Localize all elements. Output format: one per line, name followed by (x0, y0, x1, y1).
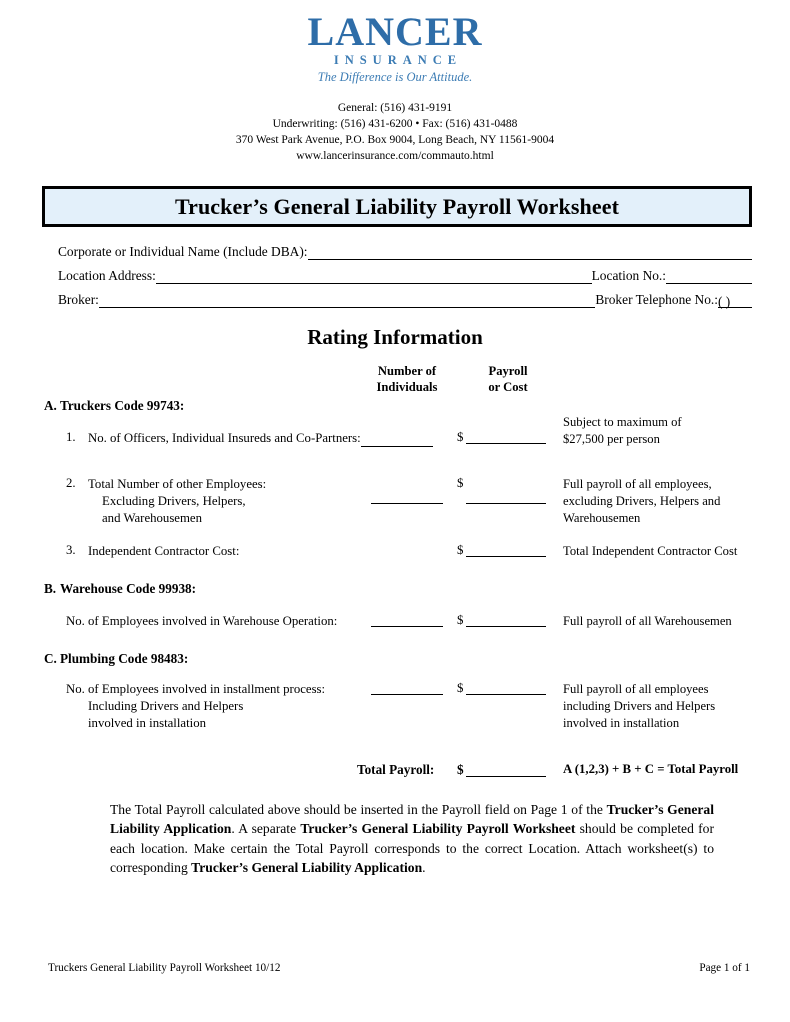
page-footer (48, 962, 750, 974)
row-a1-description (563, 414, 778, 447)
instructions-bold-1: Trucker’s General Liability Application (110, 802, 714, 837)
section-c-title: Plumbing Code 98483: (60, 651, 189, 667)
logo-subtitle: INSURANCE (333, 53, 463, 67)
corporate-name-input[interactable] (308, 246, 752, 260)
row-c1-sub-line2: involved in installation (88, 716, 207, 731)
row-a1-label: No. of Officers, Individual Insureds and Co-Partners: (88, 431, 361, 446)
total-payroll-label: Total Payroll: (357, 762, 435, 778)
title-banner (42, 186, 752, 227)
column-header-payroll-line2: or Cost (488, 379, 528, 394)
column-header-number-of-individuals (355, 364, 459, 395)
footer-form-id: Truckers General Liability Payroll Worksheet 10/12 (48, 962, 281, 974)
total-payroll-input[interactable] (466, 762, 546, 777)
row-a3-index: 3. (66, 543, 76, 558)
column-header-number-line1: Number of (377, 364, 437, 379)
row-a3-desc-line1: Total Independent Contractor Cost (563, 544, 738, 559)
row-a2-sub-line2: and Warehousemen (102, 511, 203, 526)
location-no-input[interactable] (666, 270, 752, 284)
logo-wordmark: LANCER (307, 9, 483, 54)
row-a3-payroll-input[interactable] (466, 543, 546, 557)
instructions-text-2: . A separate (231, 821, 301, 837)
row-a2-number-input[interactable] (371, 490, 443, 504)
row-c1 (0, 681, 790, 736)
row-a1-desc-line2: $27,500 per person (563, 432, 660, 447)
instructions-paragraph (55, 800, 752, 877)
section-c-heading (44, 651, 790, 667)
row-a3-description (563, 543, 778, 560)
section-a-letter: A. (44, 398, 57, 414)
section-b-heading (44, 581, 790, 597)
row-a2-desc-line2: excluding Drivers, Helpers and (563, 494, 721, 509)
row-c1-dollar-sign: $ (457, 681, 464, 696)
section-b-letter: B. (44, 581, 57, 597)
row-a1-label-wrap (88, 430, 433, 447)
row-b1-label: No. of Employees involved in Warehouse Operation: (66, 614, 338, 629)
rating-information-heading: Rating Information (307, 325, 483, 350)
row-c1-desc-line2: including Drivers and Helpers (563, 699, 716, 714)
row-a2-desc-line3: Warehousemen (563, 510, 641, 525)
location-address-label: Location Address: (58, 268, 156, 284)
column-header-payroll-or-cost (464, 364, 552, 395)
row-b1-description (563, 613, 778, 630)
row-a2-description (563, 476, 778, 526)
location-address-input[interactable] (156, 270, 592, 284)
contact-address: 370 West Park Avenue, P.O. Box 9004, Long Beach, NY 11561-9004 (235, 133, 555, 146)
page-title: Trucker’s General Liability Payroll Worksheet (174, 193, 620, 219)
contact-general-phone: General: (516) 431-9191 (337, 102, 453, 114)
logo-tagline: The Difference is Our Attitude. (317, 70, 473, 84)
total-payroll-dollar-sign: $ (457, 762, 464, 778)
row-a2 (0, 476, 790, 531)
broker-telephone-input[interactable]: ( ) (718, 294, 752, 308)
row-c1-payroll-input[interactable] (466, 681, 546, 695)
broker-label: Broker: (58, 292, 99, 308)
row-a1-desc-line1: Subject to maximum of (563, 415, 682, 430)
row-c1-label: No. of Employees involved in installment process: (66, 682, 326, 697)
row-c1-description (563, 681, 778, 731)
corporate-name-label: Corporate or Individual Name (Include DBA): (58, 244, 308, 260)
row-b1 (0, 613, 790, 635)
row-a3-dollar-sign: $ (457, 543, 464, 558)
instructions-bold-2: Trucker’s General Liability Payroll Worksheet (300, 821, 576, 837)
instructions-text-3: should be completed for each location. Make certain the Total Payroll corresponds to the correct Location. Attach worksheet(s) to corresponding (110, 821, 714, 875)
instructions-text-4: . (422, 859, 426, 875)
contact-underwriting-fax: Underwriting: (516) 431-6200 • Fax: (516) 431-0488 (272, 117, 518, 130)
rating-column-headers (0, 364, 790, 398)
section-a-heading (44, 398, 790, 414)
header-form-fields (58, 244, 752, 308)
broker-input[interactable] (99, 294, 595, 308)
row-a3-label: Independent Contractor Cost: (88, 544, 240, 559)
location-address-row (58, 268, 752, 284)
contact-website: www.lancerinsurance.com/commauto.html (296, 149, 494, 162)
section-b-title: Warehouse Code 99938: (60, 581, 197, 597)
row-a2-label: Total Number of other Employees: (88, 477, 267, 492)
total-payroll-formula: A (1,2,3) + B + C = Total Payroll (563, 762, 739, 777)
row-a2-label-block (88, 476, 266, 527)
row-c1-desc-line1: Full payroll of all employees (563, 682, 709, 697)
row-a2-dollar-sign: $ (457, 476, 464, 491)
row-a2-sub-line1: Excluding Drivers, Helpers, (102, 494, 246, 509)
row-a1-number-input[interactable] (361, 434, 433, 447)
location-no-label: Location No.: (591, 268, 666, 284)
company-logo (0, 0, 790, 85)
row-a3 (0, 543, 790, 565)
row-b1-payroll-input[interactable] (466, 613, 546, 627)
row-a1-payroll-input[interactable] (466, 430, 546, 444)
row-c1-desc-line3: involved in installation (563, 715, 680, 730)
row-a2-payroll-input[interactable] (466, 490, 546, 504)
section-a-title: Truckers Code 99743: (60, 398, 185, 414)
row-b1-dollar-sign: $ (457, 613, 464, 628)
section-c-letter: C. (44, 651, 57, 667)
row-a2-desc-line1: Full payroll of all employees, (563, 477, 712, 492)
row-c1-label-block (66, 681, 325, 732)
row-c1-number-input[interactable] (371, 681, 443, 695)
row-a1-index: 1. (66, 430, 76, 445)
rating-grid (0, 364, 790, 778)
corporate-name-row (58, 244, 752, 260)
row-b1-desc-line1: Full payroll of all Warehousemen (563, 614, 732, 629)
column-header-number-line2: Individuals (376, 379, 438, 394)
column-header-payroll-line1: Payroll (488, 364, 528, 379)
row-a2-index: 2. (66, 476, 76, 491)
instructions-text-1: The Total Payroll calculated above should be inserted in the Payroll field on Page 1 of the (110, 802, 607, 817)
row-c1-sub-line1: Including Drivers and Helpers (88, 699, 244, 714)
row-b1-number-input[interactable] (371, 613, 443, 627)
row-a1-dollar-sign: $ (457, 430, 464, 445)
broker-telephone-label: Broker Telephone No.: (595, 292, 718, 308)
contact-info (0, 101, 790, 164)
instructions-bold-3: Trucker’s General Liability Application (191, 859, 423, 875)
broker-row (58, 292, 752, 308)
footer-page-number: Page 1 of 1 (699, 962, 750, 974)
row-a1 (0, 415, 790, 464)
